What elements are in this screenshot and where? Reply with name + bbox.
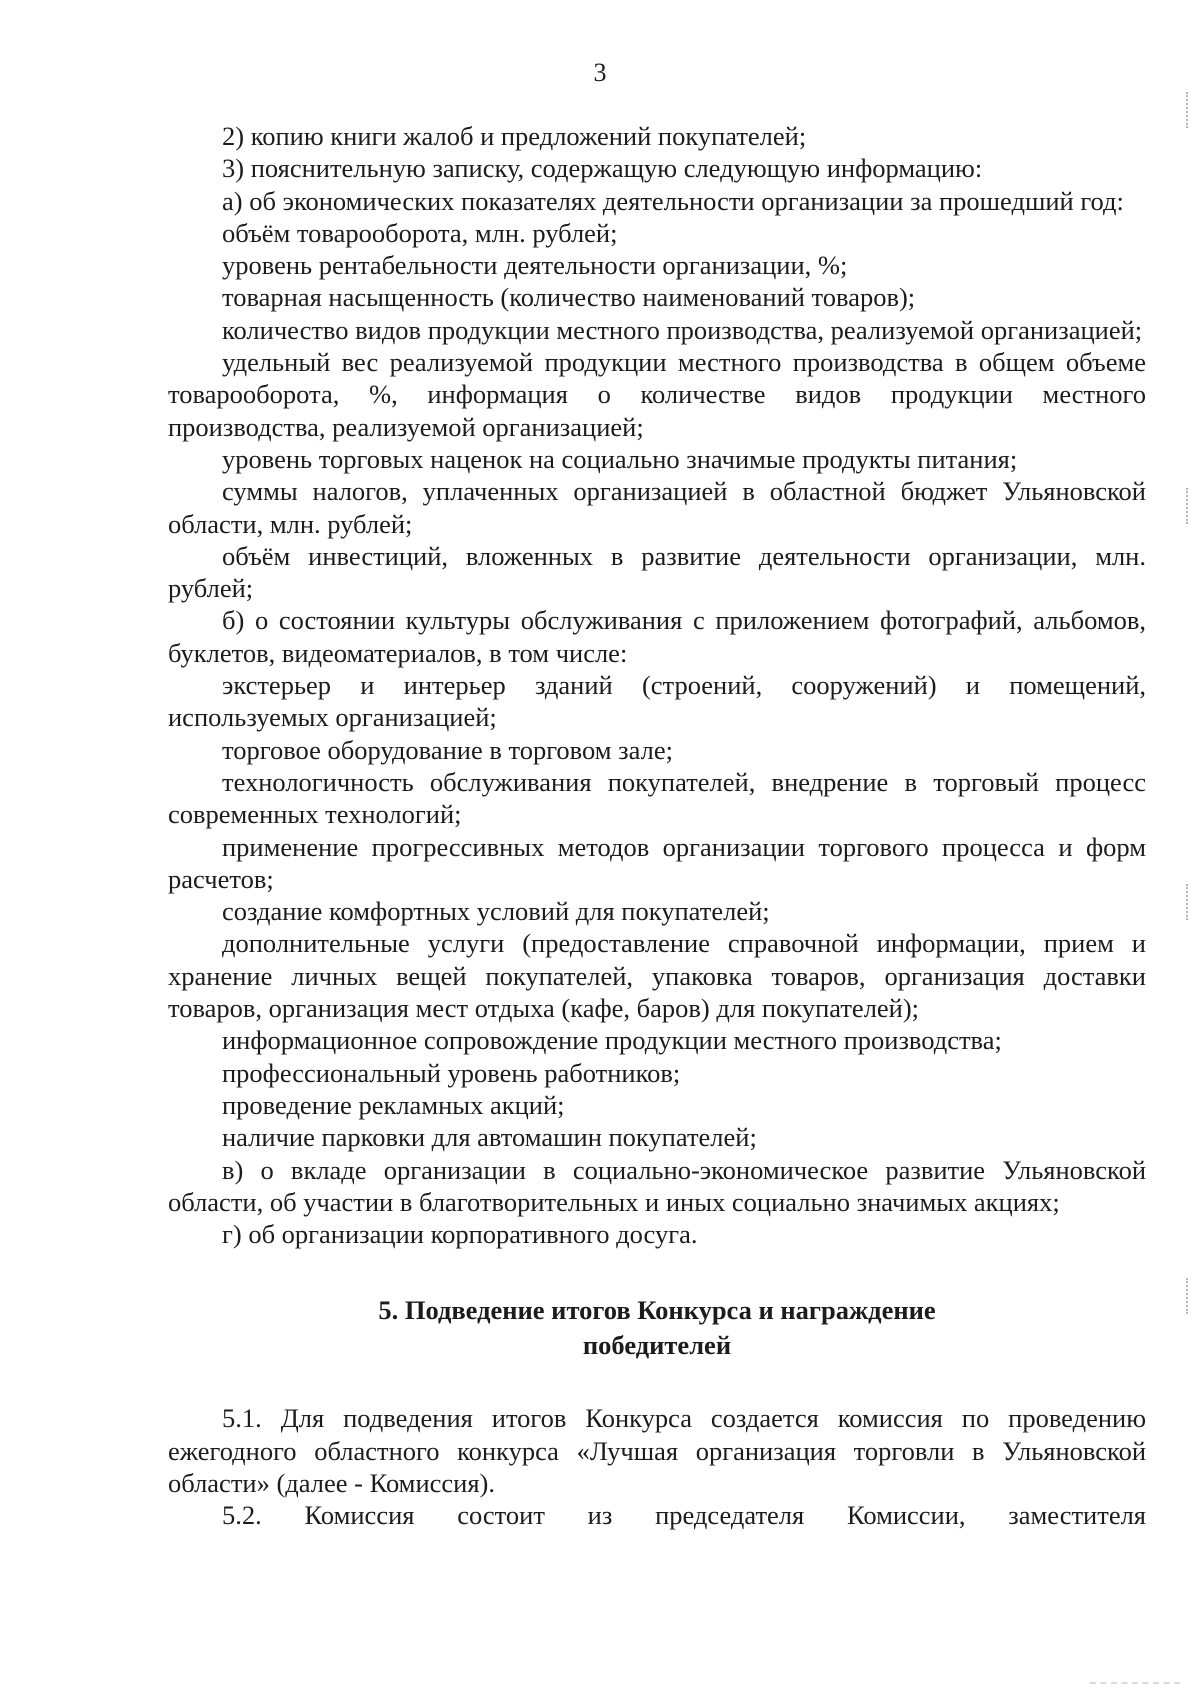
section-heading-line: победителей — [582, 1330, 732, 1361]
paragraph: товарная насыщенность (количество наименований товаров); — [222, 282, 916, 313]
paragraph: 5.2. Комиссия состоит из председателя Комиссии, заместителя — [222, 1500, 1146, 1531]
scan-edge-mark — [1186, 488, 1192, 524]
paragraph: 3) пояснительную записку, содержащую следующую информацию: — [222, 153, 983, 184]
paragraph: г) об организации корпоративного досуга. — [222, 1219, 698, 1250]
paragraph: профессиональный уровень работников; — [222, 1057, 681, 1088]
paragraph: б) о состоянии культуры обслуживания с приложением фотографий, альбомов, буклетов, видеоматериалов, в том числе: — [168, 605, 1146, 668]
paragraph: уровень рентабельности деятельности организации, %; — [222, 250, 848, 281]
paragraph: дополнительные услуги (предоставление справочной информации, прием и хранение личных вещей покупателей, упаковка товаров, организация доставки товаров, организация мест отдыха (кафе, баров) для покупателей); — [168, 928, 1146, 1024]
page-number: 3 — [593, 58, 607, 87]
scan-edge-mark — [1186, 1278, 1192, 1314]
paragraph: создание комфортных условий для покупателей; — [222, 896, 770, 927]
paragraph: суммы налогов, уплаченных организацией в областной бюджет Ульяновской области, млн. рублей; — [168, 476, 1146, 539]
paragraph: применение прогрессивных методов организации торгового процесса и форм расчетов; — [168, 831, 1146, 894]
scan-edge-mark — [1186, 92, 1192, 128]
section-heading — [168, 1293, 1146, 1363]
paragraph: 2) копию книги жалоб и предложений покупателей; — [222, 121, 807, 151]
paragraph: наличие парковки для автомашин покупателей; — [222, 1122, 757, 1153]
document-body — [168, 120, 1146, 1532]
scan-edge-mark — [1186, 884, 1192, 920]
paragraph: количество видов продукции местного производства, реализуемой организацией; — [222, 314, 1143, 345]
paragraph: технологичность обслуживания покупателей, внедрение в торговый процесс современных технологий; — [168, 766, 1146, 830]
paragraph: объём инвестиций, вложенных в развитие деятельности организации, млн. рублей; — [168, 540, 1146, 604]
paragraph: удельный вес реализуемой продукции местного производства в общем объеме товарооборота, %, информация о количестве видов продукции местного производства, реализуемой организацией; — [168, 347, 1146, 442]
paragraph: экстерьер и интерьер зданий (строений, сооружений) и помещений, используемых организацией; — [168, 670, 1146, 733]
paragraph: уровень торговых наценок на социально значимые продукты питания; — [222, 443, 1018, 474]
paragraph: а) об экономических показателях деятельности организации за прошедший год: — [222, 185, 1124, 216]
paragraph: торговое оборудование в торговом зале; — [222, 734, 673, 765]
paragraph: 5.1. Для подведения итогов Конкурса создается комиссия по проведению ежегодного областного конкурса «Лучшая организация торговли в Ульяновской области» (далее - Комиссия). — [168, 1403, 1146, 1498]
paragraph: информационное сопровождение продукции местного производства; — [222, 1025, 1002, 1056]
scan-footer-mark — [1090, 1682, 1180, 1686]
paragraph: объём товарооборота, млн. рублей; — [222, 217, 618, 248]
paragraph: в) о вкладе организации в социально-экономическое развитие Ульяновской области, об участии в благотворительных и иных социально значимых акциях; — [168, 1154, 1146, 1217]
section-heading-line: 5. Подведение итогов Конкурса и награждение — [378, 1295, 936, 1326]
paragraph: проведение рекламных акций; — [222, 1089, 565, 1120]
